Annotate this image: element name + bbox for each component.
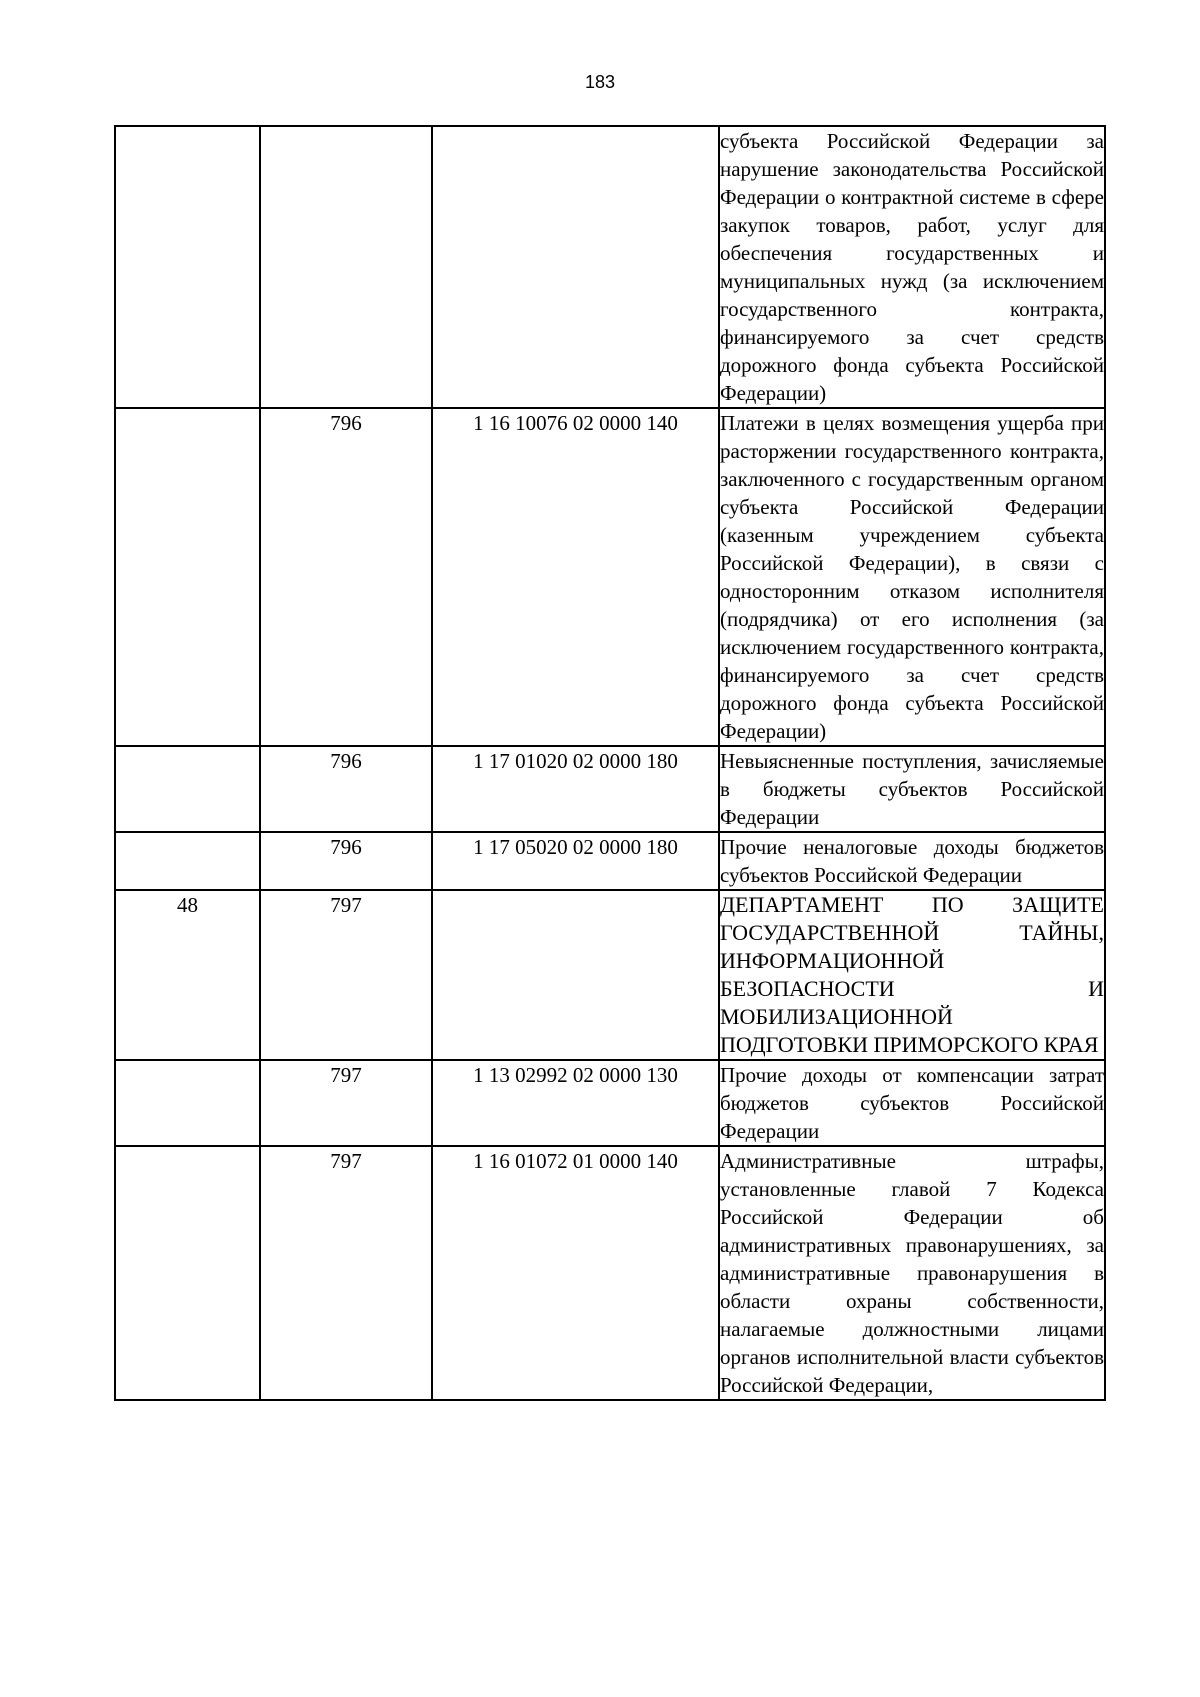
row-number-cell — [115, 1060, 260, 1146]
table-row — [115, 890, 1105, 1060]
admin-code-cell — [260, 126, 432, 408]
row-number-cell — [115, 1146, 260, 1400]
admin-code-cell: 797 — [260, 1060, 432, 1146]
table-row — [115, 126, 1105, 408]
row-number-cell — [115, 408, 260, 746]
revenue-code-cell: 1 13 02992 02 0000 130 — [432, 1060, 719, 1146]
revenue-name-cell: субъекта Российской Федерации за нарушение законодательства Российской Федерации о контрактной системе в сфере закупок товаров, работ, услуг для обеспечения государственных и муниципальных нужд (за исключением государственного контракта, финансируемого за счет средств дорожного фонда субъекта Российской Федерации) — [719, 126, 1105, 408]
table-row — [115, 1146, 1105, 1400]
revenue-code-cell: 1 16 10076 02 0000 140 — [432, 408, 719, 746]
revenue-code-cell: 1 17 05020 02 0000 180 — [432, 832, 719, 890]
row-number-cell — [115, 126, 260, 408]
revenue-name-cell: Прочие доходы от компенсации затрат бюджетов субъектов Российской Федерации — [719, 1060, 1105, 1146]
admin-code-cell: 796 — [260, 408, 432, 746]
admin-code-cell: 796 — [260, 832, 432, 890]
row-number-cell: 48 — [115, 890, 260, 1060]
revenue-name-cell: Невыясненные поступления, зачисляемые в бюджеты субъектов Российской Федерации — [719, 746, 1105, 832]
row-number-cell — [115, 746, 260, 832]
table-row — [115, 746, 1105, 832]
table-row — [115, 832, 1105, 890]
table-row — [115, 1060, 1105, 1146]
revenue-name-cell: Административные штрафы, установленные главой 7 Кодекса Российской Федерации об административных правонарушениях, за административные правонарушения в области охраны собственности, налагаемые должностными лицами органов исполнительной власти субъектов Российской Федерации, — [719, 1146, 1105, 1400]
revenue-code-cell: 1 17 01020 02 0000 180 — [432, 746, 719, 832]
revenue-name-cell: Прочие неналоговые доходы бюджетов субъектов Российской Федерации — [719, 832, 1105, 890]
revenue-code-cell — [432, 890, 719, 1060]
table-row — [115, 408, 1105, 746]
revenue-table — [114, 125, 1106, 1401]
revenue-code-cell: 1 16 01072 01 0000 140 — [432, 1146, 719, 1400]
admin-code-cell: 796 — [260, 746, 432, 832]
revenue-name-cell: Платежи в целях возмещения ущерба при расторжении государственного контракта, заключенного с государственным органом субъекта Российской Федерации (казенным учреждением субъекта Российской Федерации), в связи с односторонним отказом исполнителя (подрядчика) от его исполнения (за исключением государственного контракта, финансируемого за счет средств дорожного фонда субъекта Российской Федерации) — [719, 408, 1105, 746]
revenue-code-cell — [432, 126, 719, 408]
page-number: 183 — [584, 72, 616, 92]
admin-code-cell: 797 — [260, 1146, 432, 1400]
admin-code-cell: 797 — [260, 890, 432, 1060]
department-name-cell: ДЕПАРТАМЕНТ ПО ЗАЩИТЕ ГОСУДАРСТВЕННОЙ ТАЙНЫ, ИНФОРМАЦИОННОЙ БЕЗОПАСНОСТИ И МОБИЛИЗАЦИОННОЙ ПОДГОТОВКИ ПРИМОРСКОГО КРАЯ — [719, 890, 1105, 1060]
row-number-cell — [115, 832, 260, 890]
